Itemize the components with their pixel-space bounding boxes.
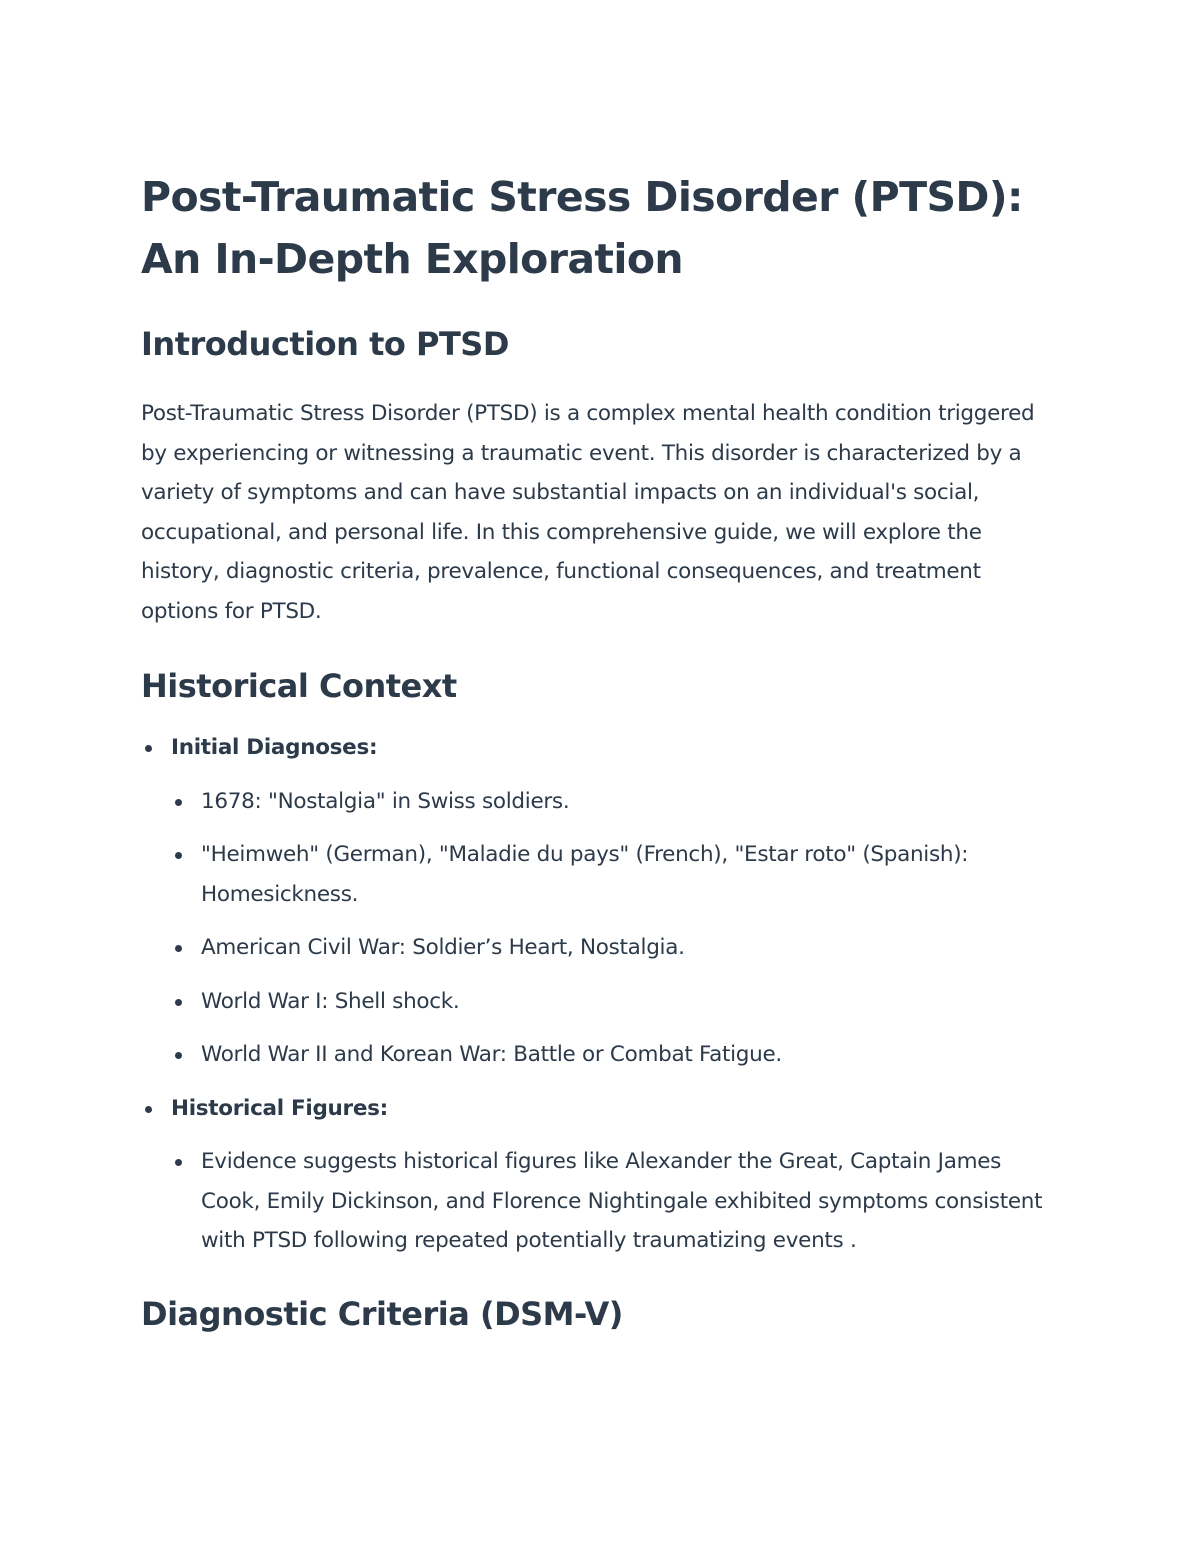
page-title: Post-Traumatic Stress Disorder (PTSD): An In-Depth Exploration [141, 173, 1023, 283]
list-item-initial-diagnoses [141, 728, 1061, 1075]
initial-diagnoses-sublist [171, 782, 1061, 1075]
list-item: "Heimweh" (German), "Maladie du pays" (French), "Estar roto" (Spanish): Homesickness. [171, 835, 1061, 914]
section-heading-diagnostic-criteria: Diagnostic Criteria (DSM-V) [141, 1294, 623, 1333]
intro-paragraph: Post-Traumatic Stress Disorder (PTSD) is a complex mental health condition triggered by experiencing or witnessing a traumatic event. This disorder is characterized by a variety of symptoms and can have substantial impacts on an individual's social, occupational, and personal life. In this comprehensive guide, we will explore the history, diagnostic criteria, prevalence, functional consequences, and treatment options for PTSD. [141, 401, 1035, 624]
list-item: 1678: "Nostalgia" in Swiss soldiers. [171, 782, 1061, 822]
historical-context-list [141, 728, 1061, 1261]
document-page [141, 166, 1061, 1334]
list-item: American Civil War: Soldier’s Heart, Nostalgia. [171, 928, 1061, 968]
list-item-historical-figures [141, 1089, 1061, 1261]
list-item-label: Historical Figures: [171, 1095, 388, 1121]
list-item: Evidence suggests historical figures like Alexander the Great, Captain James Cook, Emily Dickinson, and Florence Nightingale exhibited symptoms consistent with PTSD following repeated potentially traumatizing events . [171, 1142, 1061, 1261]
historical-figures-sublist [171, 1142, 1061, 1261]
section-heading-introduction: Introduction to PTSD [141, 325, 509, 363]
section-heading-historical-context: Historical Context [141, 667, 457, 705]
list-item-label: Initial Diagnoses: [171, 735, 378, 760]
list-item: World War I: Shell shock. [171, 982, 1061, 1022]
list-item: World War II and Korean War: Battle or Combat Fatigue. [171, 1035, 1061, 1075]
